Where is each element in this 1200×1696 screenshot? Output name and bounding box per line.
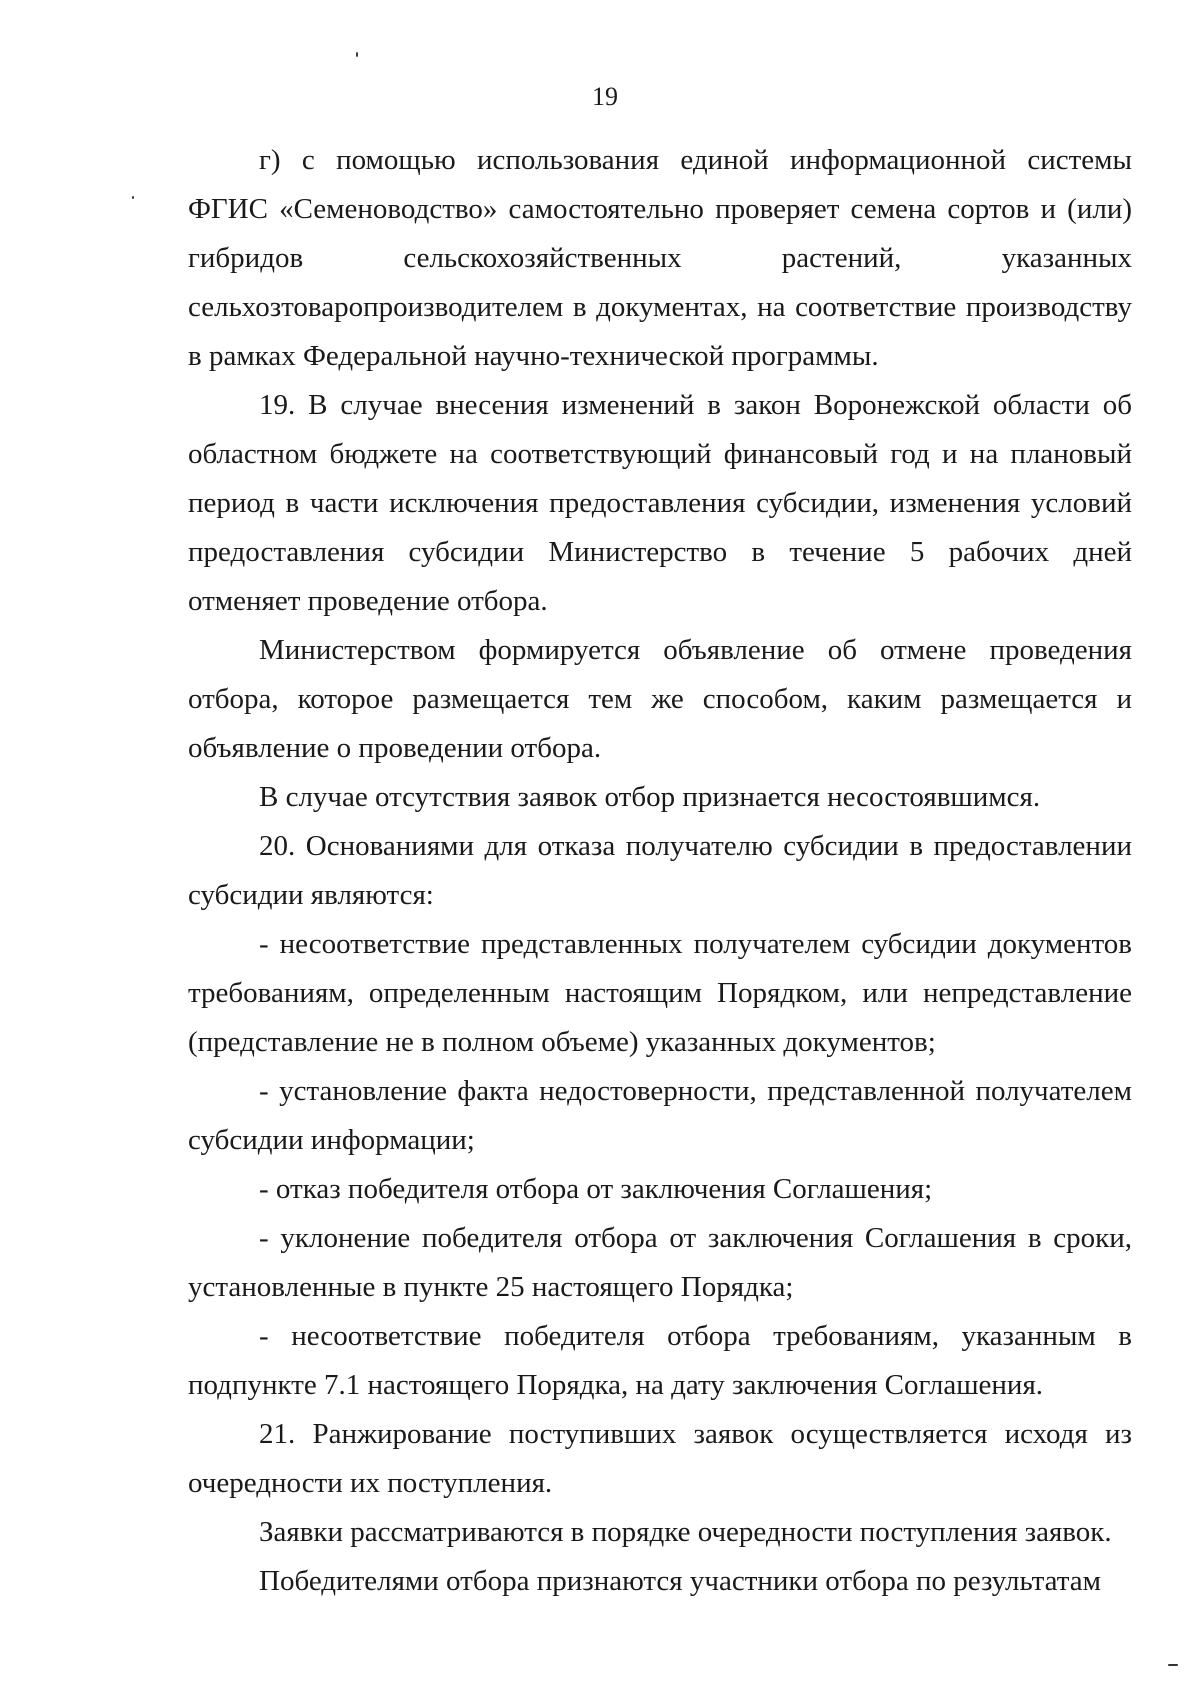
paragraph: - несоответствие победителя отбора требованиям, указанным в подпункте 7.1 настоящего Порядка, на дату заключения Соглашения.: [188, 1320, 1132, 1401]
paragraph: 19. В случае внесения изменений в закон Воронежской области об областном бюджете на соответствующий финансовый год и на плановый период в части исключения предоставления субсидии, изменения условий предоставления субсидии Министерство в течение 5 рабочих дней отменяет проведение отбора.: [188, 389, 1132, 617]
scan-speck: [356, 52, 358, 57]
paragraph: - несоответствие представленных получателем субсидии документов требованиям, определенным настоящим Порядком, или непредставление (представление не в полном объеме) указанных документов;: [188, 928, 1132, 1058]
paragraph: Министерством формируется объявление об отмене проведения отбора, которое размещается тем же способом, каким размещается и объявление о проведении отбора.: [188, 634, 1132, 764]
paragraph: 21. Ранжирование поступивших заявок осуществляется исходя из очередности их поступления.: [188, 1418, 1132, 1499]
paragraph: В случае отсутствия заявок отбор признается несостоявшимся.: [259, 781, 1041, 813]
page-number: 19: [592, 82, 618, 111]
paragraph: Победителями отбора признаются участники отбора по результатам: [259, 1565, 1102, 1597]
scan-speck: [1168, 1664, 1178, 1666]
paragraph: - отказ победителя отбора от заключения Соглашения;: [259, 1173, 933, 1205]
paragraph: г) с помощью использования единой информационной системы ФГИС «Семеноводство» самостоятельно проверяет семена сортов и (или) гибридов сельскохозяйственных растений, указанных сельхозтоваропроизводителем в документах, на соответствие производству в рамках Федеральной научно-технической программы.: [188, 144, 1132, 372]
document-body: [188, 136, 1132, 1606]
paragraph: - установление факта недостоверности, представленной получателем субсидии информации;: [188, 1075, 1132, 1156]
paragraph: Заявки рассматриваются в порядке очередности поступления заявок.: [259, 1516, 1112, 1548]
scan-speck: [132, 196, 134, 199]
paragraph: 20. Основаниями для отказа получателю субсидии в предоставлении субсидии являются:: [188, 830, 1132, 911]
paragraph: - уклонение победителя отбора от заключения Соглашения в сроки, установленные в пункте 25 настоящего Порядка;: [188, 1222, 1132, 1303]
